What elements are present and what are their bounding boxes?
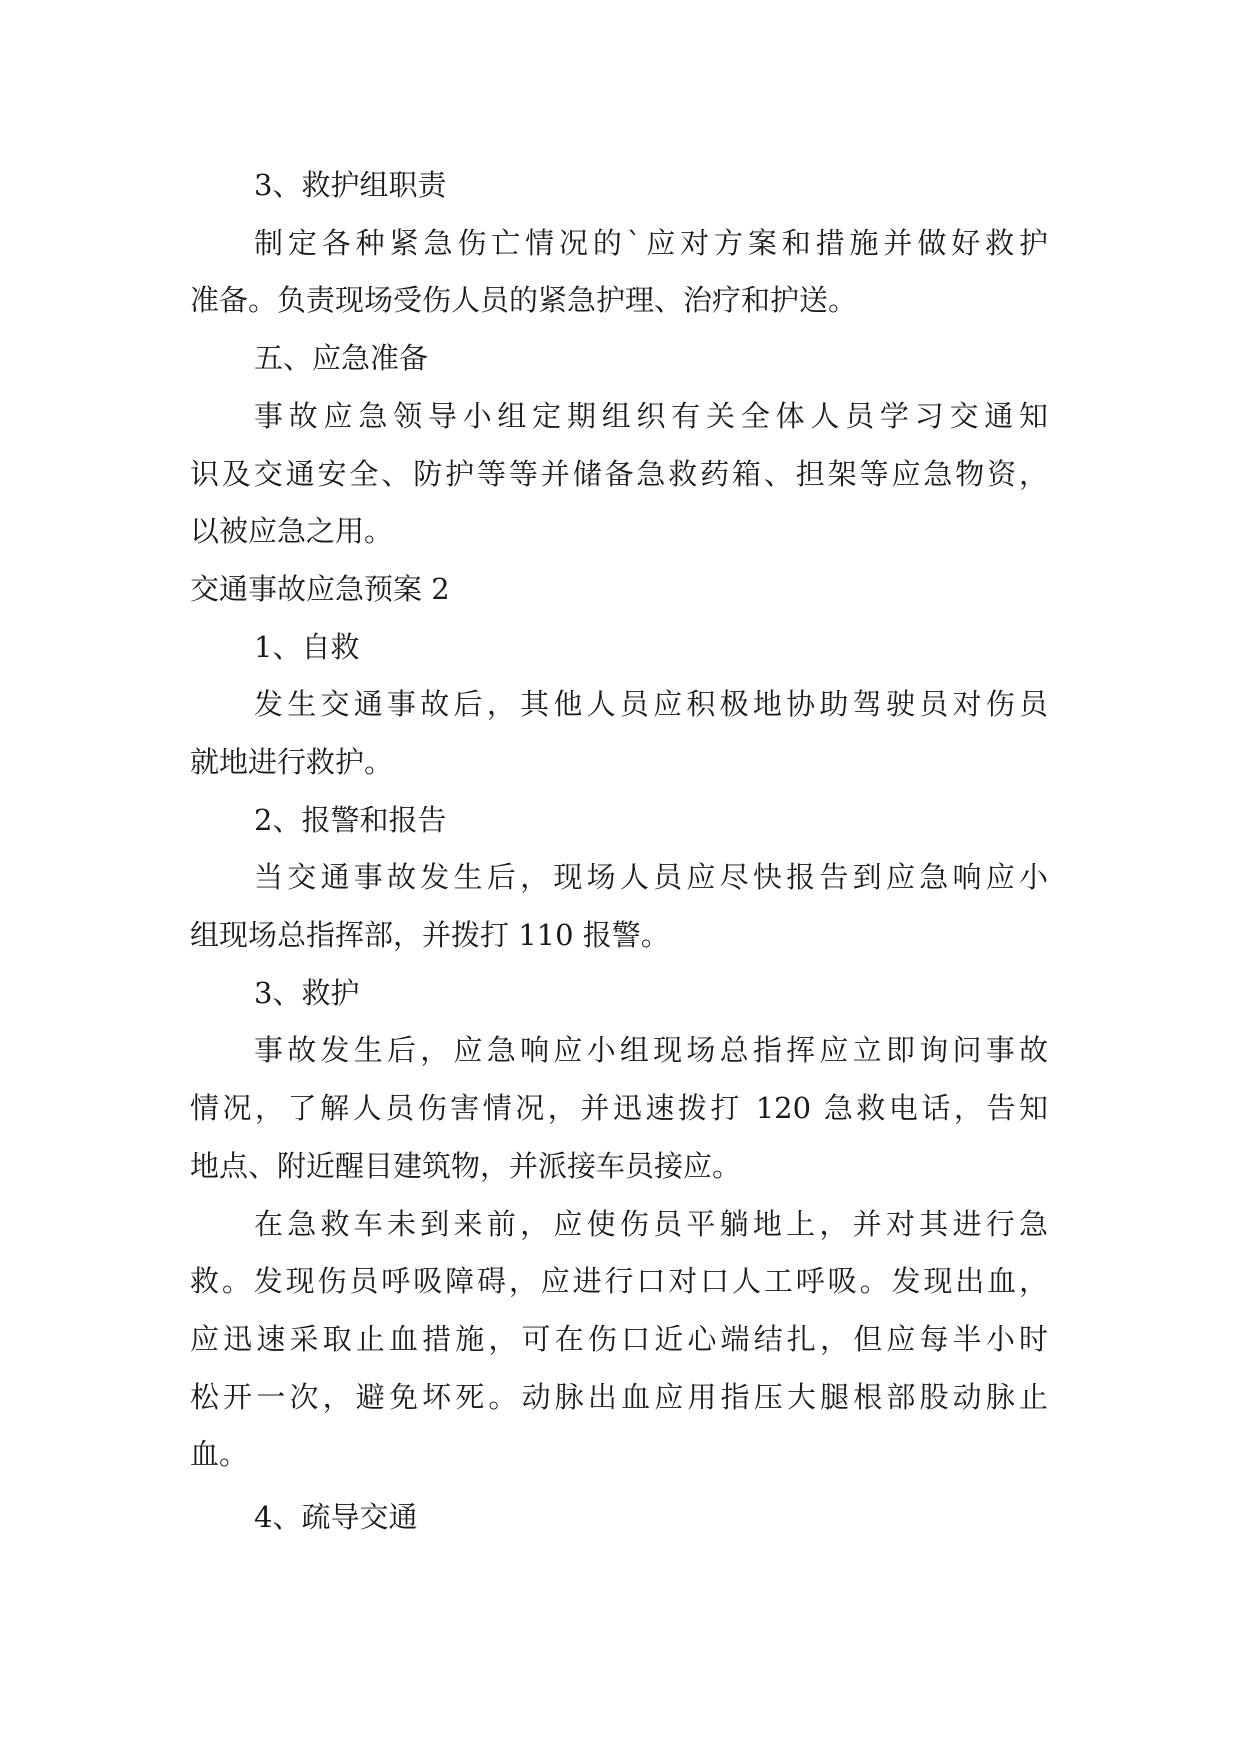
paragraph-line: 应迅速采取止血措施，可在伤口近心端结扎，但应每半小时 [190, 1322, 1048, 1356]
paragraph-line: 以被应急之用。 [190, 514, 394, 548]
section-heading: 3、救护组职责 [254, 168, 447, 202]
paragraph-line: 在急救车未到来前，应使伤员平躺地上，并对其进行急 [254, 1207, 1048, 1241]
paragraph-line: 当交通事故发生后，现场人员应尽快报告到应急响应小 [254, 860, 1048, 894]
paragraph-line: 制定各种紧急伤亡情况的`应对方案和措施并做好救护 [254, 226, 1048, 260]
document-title: 交通事故应急预案 2 [190, 572, 450, 606]
paragraph-line: 识及交通安全、防护等等并储备急救药箱、担架等应急物资， [190, 457, 1048, 491]
paragraph-line: 松开一次，避免坏死。动脉出血应用指压大腿根部股动脉止 [190, 1380, 1048, 1414]
section-heading: 4、疏导交通 [254, 1500, 418, 1534]
section-heading: 2、报警和报告 [254, 803, 447, 837]
paragraph-line: 救。发现伤员呼吸障碍，应进行口对口人工呼吸。发现出血， [190, 1264, 1048, 1298]
paragraph-line: 就地进行救护。 [190, 745, 394, 779]
paragraph-line: 地点、附近醒目建筑物，并派接车员接应。 [190, 1149, 742, 1183]
paragraph-line: 组现场总指挥部，并拨打 110 报警。 [190, 918, 670, 952]
paragraph-line: 准备。负责现场受伤人员的紧急护理、治疗和护送。 [190, 283, 858, 317]
paragraph-line: 情况，了解人员伤害情况，并迅速拨打 120 急救电话，告知 [190, 1091, 1048, 1125]
section-heading: 1、自救 [254, 630, 360, 664]
section-heading: 3、救护 [254, 976, 360, 1010]
section-heading: 五、应急准备 [254, 341, 429, 375]
paragraph-line: 血。 [190, 1437, 249, 1471]
paragraph-line: 事故发生后，应急响应小组现场总指挥应立即询问事故 [254, 1033, 1048, 1067]
paragraph-line: 发生交通事故后，其他人员应积极地协助驾驶员对伤员 [254, 687, 1048, 721]
paragraph-line: 事故应急领导小组定期组织有关全体人员学习交通知 [254, 399, 1048, 433]
